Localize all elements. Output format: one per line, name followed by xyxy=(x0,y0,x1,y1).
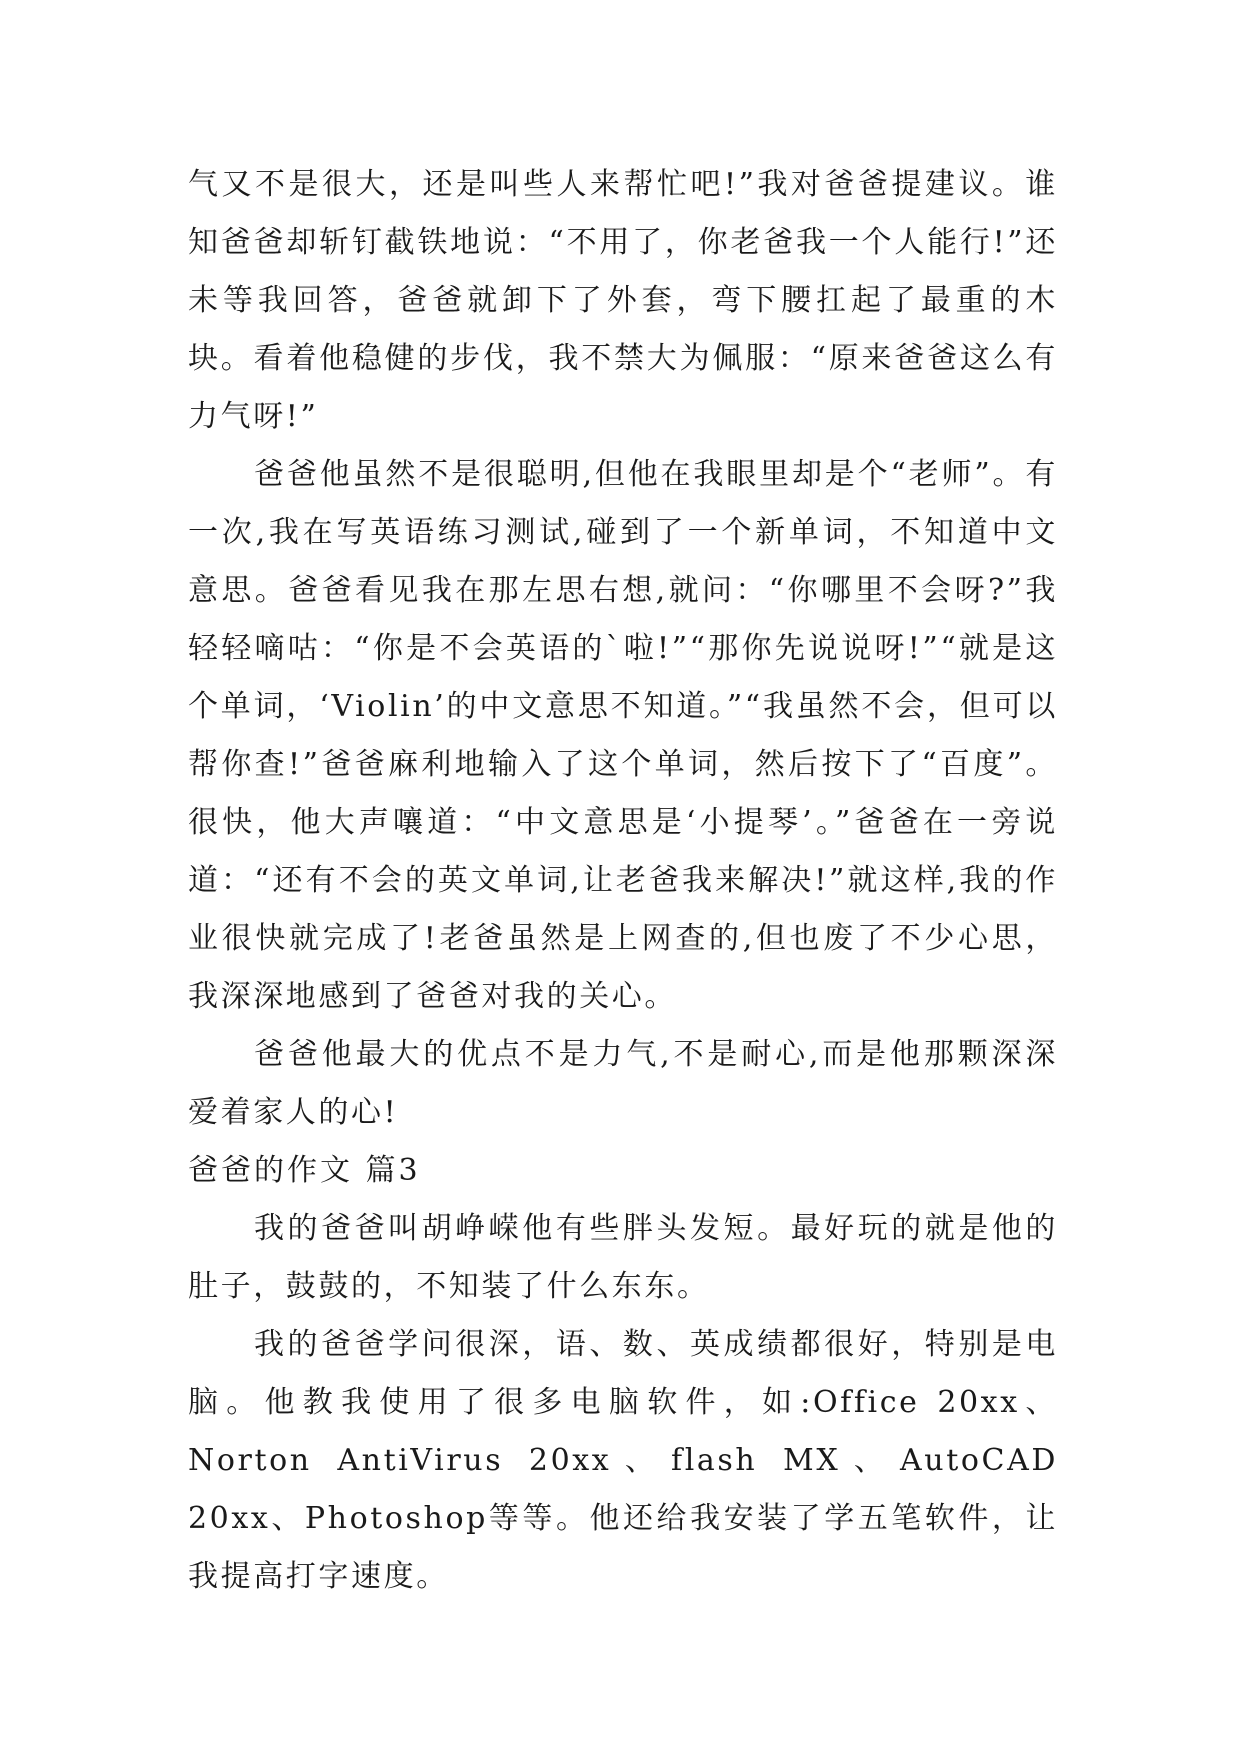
paragraph-4: 我的爸爸叫胡峥嵘他有些胖头发短。最好玩的就是他的肚子，鼓鼓的，不知装了什么东东。 xyxy=(188,1211,1058,1304)
section-heading: 爸爸的作文 篇3 xyxy=(188,1153,421,1188)
paragraph-3: 爸爸他最大的优点不是力气,不是耐心,而是他那颗深深爱着家人的心! xyxy=(188,1037,1058,1130)
paragraph-5: 我的爸爸学问很深，语、数、英成绩都很好，特别是电脑。他教我使用了很多电脑软件，如:Office 20xx、Norton AntiVirus 20xx、flash MX、AutoCAD 20xx、Photoshop等等。他还给我安装了学五笔软件，让我提高打字速度。 xyxy=(188,1327,1058,1594)
paragraph-1: 气又不是很大，还是叫些人来帮忙吧!”我对爸爸提建议。谁知爸爸却斩钉截铁地说：“不用了，你老爸我一个人能行!”还未等我回答，爸爸就卸下了外套，弯下腰扛起了最重的木块。看着他稳健的步伐，我不禁大为佩服：“原来爸爸这么有力气呀!” xyxy=(188,167,1058,434)
paragraph-2: 爸爸他虽然不是很聪明,但他在我眼里却是个“老师”。有一次,我在写英语练习测试,碰到了一个新单词，不知道中文意思。爸爸看见我在那左思右想,就问：“你哪里不会呀?”我轻轻嘀咕：“你是不会英语的`啦!”“那你先说说呀!”“就是这个单词，‘Violin’的中文意思不知道。”“我虽然不会，但可以帮你查!”爸爸麻利地输入了这个单词，然后按下了“百度”。很快，他大声嚷道：“中文意思是‘小提琴’。”爸爸在一旁说道：“还有不会的英文单词,让老爸我来解决!”就这样,我的作业很快就完成了!老爸虽然是上网查的,但也废了不少心思，我深深地感到了爸爸对我的关心。 xyxy=(188,457,1058,1014)
document-page xyxy=(188,156,1058,1606)
